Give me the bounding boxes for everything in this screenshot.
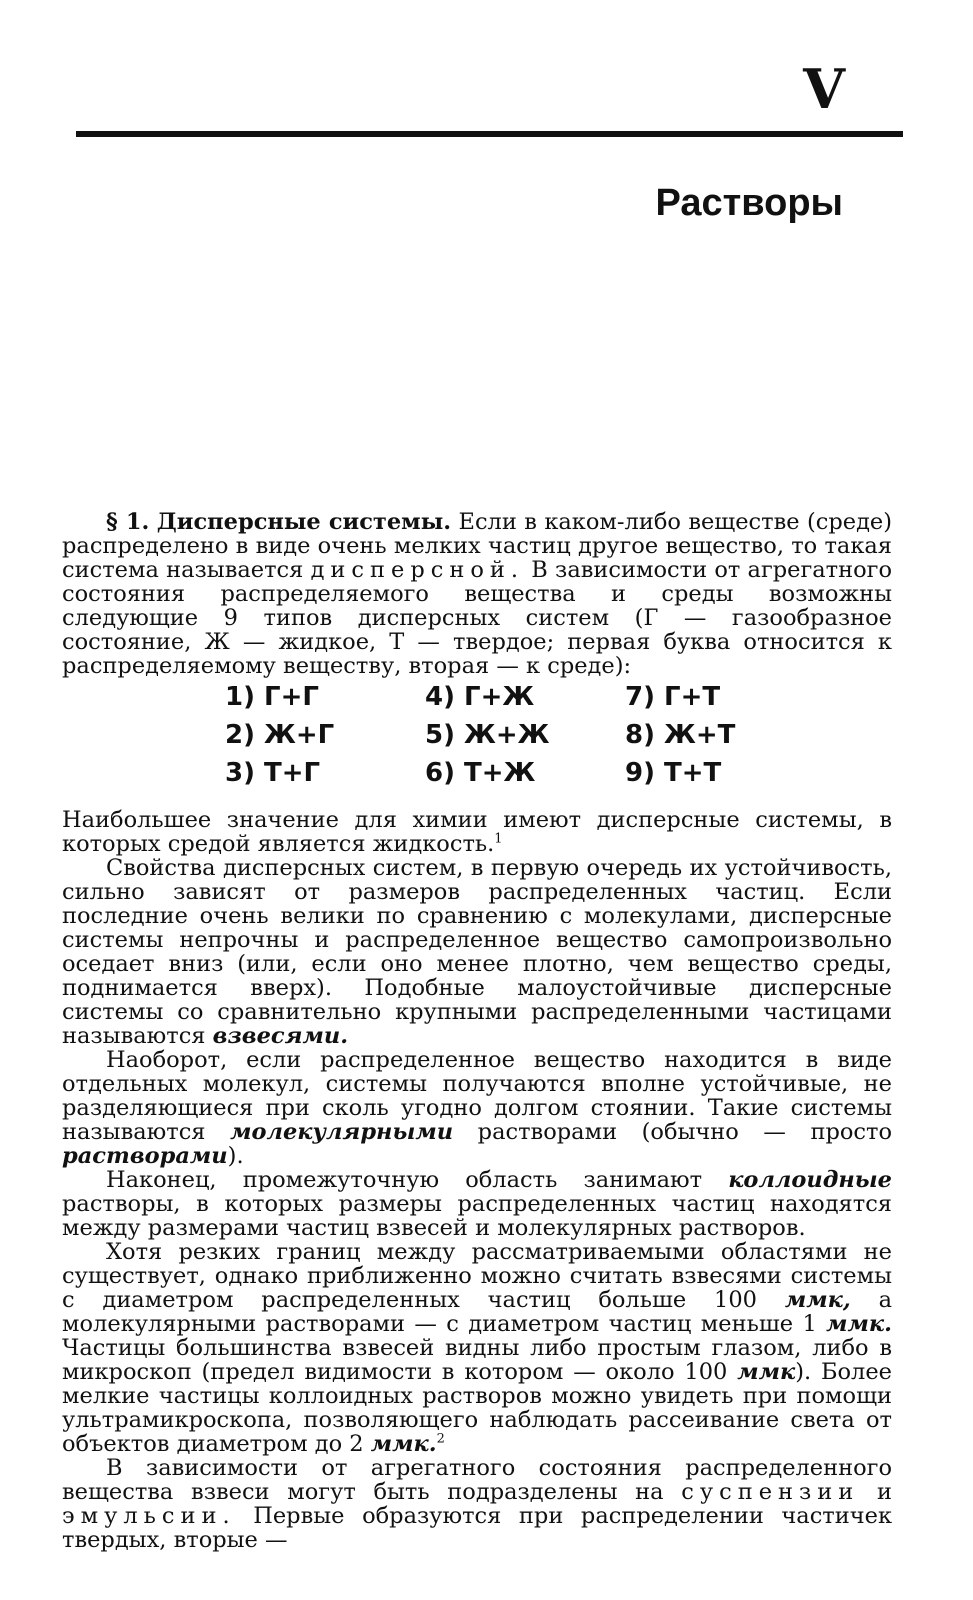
section-text-b: В зависимости от агрегатного состояния распределяемого вещества и среды возможны следующие 9 типов дисперсных систем (Г — газообразное состояние, Ж — жидкое, Т — твердое; первая буква относится к распределяемому веществу, вторая — к среде): xyxy=(62,557,892,679)
paragraph-2-text: Свойства дисперсных систем, в первую очередь их устойчивость, сильно зависят от размеров распределенных частиц. Если последние очень велики по сравнению с молекулами, дисперсные системы непрочны и распределенное вещество самопроизвольно оседает вниз (или, если оно менее плотно, чем вещество среды, поднимается вверх). Подобные малоустойчивые дисперсные системы со сравнительно крупными распределенными частицами называются xyxy=(62,855,892,1049)
term-dispersed: дисперсной. xyxy=(310,557,525,583)
system-type: 6) Т+Ж xyxy=(425,758,536,788)
system-type: 8) Ж+Т xyxy=(625,720,736,750)
term-suspensions-solid: суспензии xyxy=(681,1479,860,1505)
term-molecular: молекулярными xyxy=(230,1119,454,1145)
system-type: 4) Г+Ж xyxy=(425,682,535,712)
paragraph-3 xyxy=(62,1048,892,1168)
paragraph-1-text: Наибольшее значение для химии имеют дисперсные системы, в которых средой является жидкость. xyxy=(62,807,892,857)
paragraph-5-text-c: Частицы большинства взвесей видны либо простым глазом, либо в микроскоп (предел видимости в котором — около 100 xyxy=(62,1335,892,1385)
paragraph-5-text-a: Хотя резких границ между рассматриваемыми областями не существует, однако приближенно можно считать взвесями системы с диаметром распределенных частиц больше 100 xyxy=(62,1239,892,1313)
unit-mmk: ммк xyxy=(737,1359,796,1385)
paragraph-6-text-b: Первые образуются при распределении частичек твердых, вторые — xyxy=(62,1503,893,1553)
term-colloidal: коллоидные xyxy=(728,1167,892,1193)
chapter-title: Растворы xyxy=(655,182,843,224)
header-rule xyxy=(76,131,903,137)
paragraph-3-text-b: растворами (обычно — просто xyxy=(477,1119,892,1145)
term-solutions: растворами xyxy=(62,1143,228,1169)
section-1-paragraph xyxy=(62,510,892,678)
body-text xyxy=(62,808,892,1552)
term-emulsions: эмульсии. xyxy=(62,1503,236,1529)
paragraph-4-text-b: растворы, в которых размеры распределенных частиц находятся между размерами частиц взвесей и молекулярных растворов. xyxy=(62,1191,892,1241)
system-type: 5) Ж+Ж xyxy=(425,720,550,750)
footnote-ref-1: 1 xyxy=(494,831,503,847)
unit-mmk: ммк. xyxy=(826,1311,892,1337)
section-heading: Дисперсные системы. xyxy=(156,509,452,535)
paragraph-6-text-a: В зависимости от агрегатного состояния распределенного вещества взвеси могут быть подразделены на xyxy=(62,1455,892,1505)
footnote-ref-2: 2 xyxy=(436,1431,445,1447)
paragraph-4 xyxy=(62,1168,892,1240)
system-type: 7) Г+Т xyxy=(625,682,721,712)
section-1-intro xyxy=(62,510,892,678)
term-suspensions: взвесями. xyxy=(212,1023,349,1049)
system-type: 9) Т+Т xyxy=(625,758,722,788)
paragraph-3-text-c: ). xyxy=(227,1143,244,1169)
paragraph-6 xyxy=(62,1456,892,1552)
paragraph-3-text-a: Наоборот, если распределенное вещество находится в виде отдельных молекул, системы получаются вполне устойчивые, не разделяющиеся при сколь угодно долгом стоянии. Такие системы называются xyxy=(62,1047,892,1145)
paragraph-1 xyxy=(62,808,892,856)
system-type: 2) Ж+Г xyxy=(225,720,335,750)
paragraph-5-text-d: ). Более мелкие частицы коллоидных растворов можно увидеть при помощи ультрамикроскопа, позволяющего наблюдать рассеивание света от объектов диаметром до 2 xyxy=(62,1359,892,1457)
paragraph-5-text-b: а молекулярными растворами — с диаметром частиц меньше 1 xyxy=(62,1287,893,1337)
paragraph-5 xyxy=(62,1240,892,1456)
unit-mmk: ммк. xyxy=(370,1431,437,1457)
section-text-a: Если в каком-либо веществе (среде) распределено в виде очень мелких частиц другое вещество, то такая система называется xyxy=(62,509,893,583)
unit-mmk: ммк, xyxy=(784,1287,851,1313)
section-number: § 1. xyxy=(106,509,150,535)
system-type: 3) Т+Г xyxy=(225,758,321,788)
paragraph-2 xyxy=(62,856,892,1048)
chapter-number: V xyxy=(803,57,845,121)
system-type: 1) Г+Г xyxy=(225,682,319,712)
paragraph-6-and: и xyxy=(877,1479,892,1505)
dispersed-system-types xyxy=(225,683,745,787)
paragraph-4-text-a: Наконец, промежуточную область занимают xyxy=(106,1167,703,1193)
